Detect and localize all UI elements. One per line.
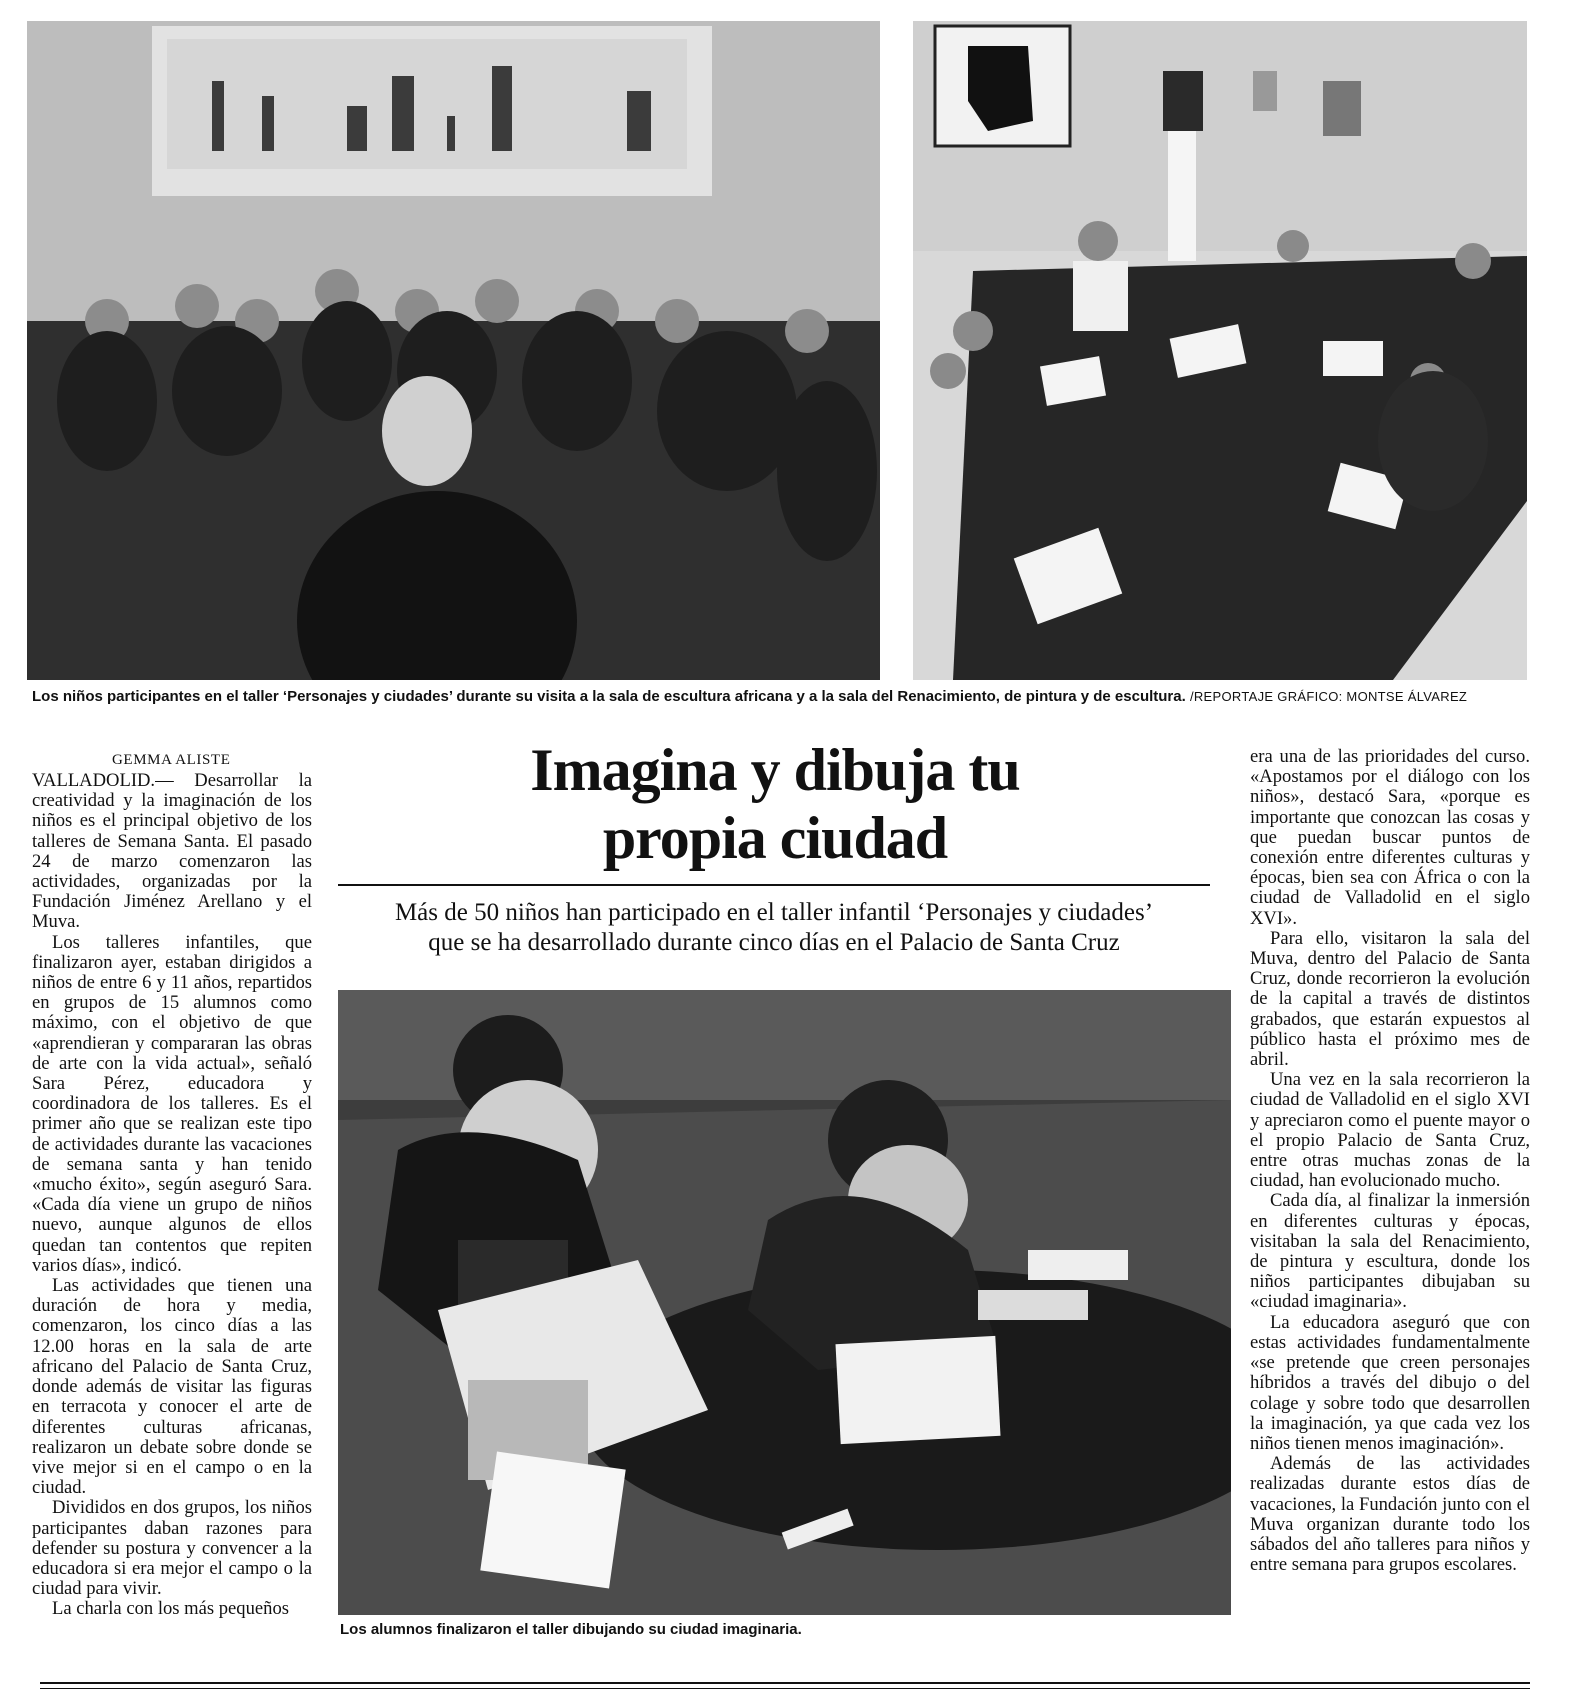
paragraph: Los talleres infantiles, que finalizaron ayer, estaban dirigidos a niños de entre 6 y 11 años, repartidos en grupos de 15 alumnos como máximo, con el objetivo de que «aprendieran y compararan las obras de arte con la vida actual», señaló Sara Pérez, educadora y coordinadora de los talleres. Es el primer año que se realizan este tipo de actividades durante las vacaciones de semana santa y han tenido «mucho éxito», según aseguró Sara. «Cada día viene un grupo de niños nuevo, aunque algunos de ellos quedan tan contentos que repiten varios días», indicó. [32, 931, 312, 1276]
paragraph: Cada día, al finalizar la inmersión en diferentes culturas y épocas, visitaban la sala del Renacimiento, de pintura y escultura, donde los niños participantes dibujaban su «ciudad imaginaria». [1250, 1190, 1530, 1313]
paragraph: Las actividades que tienen una duración de hora y media, comenzaron, los cinco días a las 12.00 horas en la sala de arte africano del Palacio de Santa Cruz, donde además de visitar las figuras en terracota y conocer el arte de diferentes culturas africanas, realizaron un debate sobre donde se vive mejor si en el campo o en la ciudad. [32, 1275, 312, 1499]
photo-credit: /REPORTAJE GRÁFICO: MONTSE ÁLVAREZ [1189, 689, 1468, 704]
paragraph: era una de las prioridades del curso. «Apostamos por el diálogo con los niños», destacó Sara, «porque es importante que conozcan las cosas y que puedan buscar puntos de conexión entre diferentes culturas y épocas, bien sea con África o con la ciudad de Valladolid en el siglo XVI». [1250, 746, 1530, 929]
paragraph: La educadora aseguró que con estas actividades fundamentalmente «se pretende que creen personajes híbridos a través del dibujo o del colage y sobre todo que desarrollen la imaginación, ya que cada vez los niños tienen menos imaginación». [1250, 1311, 1530, 1454]
photo-renaissance-room [913, 21, 1527, 680]
paragraph: Divididos en dos grupos, los niños participantes daban razones para defender su postura y convencer a la educadora si era mejor el campo o la ciudad para vivir. [32, 1497, 312, 1600]
subheadline-line-1: Más de 50 niños han participado en el taller infantil ‘Personajes y ciudades’ [394, 899, 1154, 926]
byline: GEMMA ALISTE [112, 752, 231, 768]
footer-rule-thin [40, 1688, 1530, 1689]
subheadline [338, 898, 1210, 958]
right-column [1250, 747, 1530, 1575]
photo-african-sculpture-room [27, 21, 880, 680]
footer-rule [40, 1682, 1530, 1684]
paragraph: Para ello, visitaron la sala del Muva, dentro del Palacio de Santa Cruz, donde recorrieron la evolución de la capital a través de distintos grabados, que estarán expuestos al público hasta el próximo mes de abril. [1250, 927, 1530, 1071]
top-photo-caption [32, 688, 1532, 706]
headline [340, 736, 1210, 872]
headline-line-1: Imagina y dibuja tu [530, 737, 1020, 803]
photo-children-drawing [338, 990, 1231, 1615]
bottom-photo-caption: Los alumnos finalizaron el taller dibujando su ciudad imaginaria. [340, 1621, 802, 1638]
paragraph: VALLADOLID.— Desarrollar la creatividad y la imaginación de los niños es el principal objetivo de los talleres de Semana Santa. El pasado 24 de marzo comenzaron las actividades, organizadas por la Fundación Jiménez Arellano y el Muva. [32, 770, 312, 933]
paragraph: Una vez en la sala recorrieron la ciudad de Valladolid en el siglo XVI y apreciaron como el puente mayor o el propio Palacio de Santa Cruz, entre otras muchas zonas de la ciudad, han evolucionado mucho. [1250, 1069, 1530, 1192]
paragraph: La charla con los más pequeños [52, 1598, 289, 1620]
left-column [32, 771, 312, 1620]
top-caption-text: Los niños participantes en el taller ‘Personajes y ciudades’ durante su visita a la sala de escultura africana y a la sala del Renacimiento, de pintura y de escultura. [32, 688, 1186, 705]
headline-line-2: propia ciudad [602, 805, 948, 871]
subheadline-line-2: que se ha desarrollado durante cinco días en el Palacio de Santa Cruz [428, 929, 1120, 956]
subhead-rule [338, 884, 1210, 886]
paragraph: Además de las actividades realizadas durante estos días de vacaciones, la Fundación junto con el Muva organizan durante todo los sábados del año talleres para niños y entre semana para grupos escolares. [1250, 1453, 1530, 1576]
